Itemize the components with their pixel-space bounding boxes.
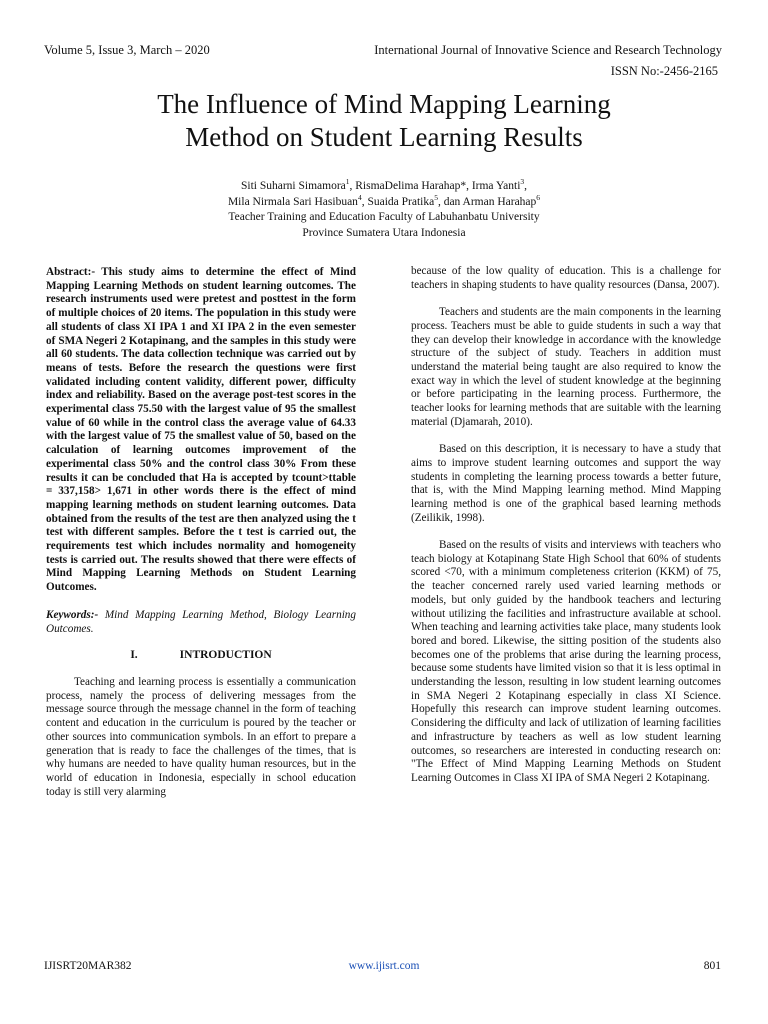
title-line-2: Method on Student Learning Results: [185, 122, 583, 152]
author-affil: 4: [357, 192, 362, 202]
section-title: INTRODUCTION: [179, 649, 272, 662]
keywords: [46, 609, 356, 636]
author-affil: 6: [536, 192, 541, 202]
author-name: Siti Suharni Simamora: [240, 180, 346, 192]
journal-url-link[interactable]: www.ijisrt.com: [348, 960, 420, 972]
paper-title: [60, 88, 708, 154]
intro-paragraph-1: Teaching and learning process is essentially a communication process, namely the process of delivering messages from the message source through the message channel in the form of teaching content and education in the curriculum is poured by the teacher or other sources into communication symbols. In an effort to prepare a generation that is ready to face the challenges of the times, that is why humans are needed to have quality human resources, but in the world of education in Indonesia, especially in school education today is still very alarming: [46, 675, 356, 798]
issn: ISSN No:-2456-2165: [610, 64, 718, 78]
intro-paragraph-4: Based on the results of visits and interviews with teachers who teach biology at Kotapinang State High School that 60% of students scored <70, with a minimum completeness criterion (KKM) of 75, the teacher concerned rarely used varied learning methods or models, but only guided by the handbook teachers and lecturing without utilizing the facilities and infrastructure available at school. When teaching and learning activities take place, many students look bored and bored. Likewise, the sitting position of the students also becomes one of the problems that arise during the learning process, because some students have limited vision so that it is less optimal in understanding the lesson, resulting in low student learning outcomes in SMA Negeri 2 Kotapinang especially in class XI Science. Hopefully this research can improve student learning outcomes. Considering the difficulty and lack of utilization of learning facilities and infrastructure by teachers as well as low student learning outcomes, so researchers are interested in conducting research on: "The Effect of Mind Mapping Learning Methods on Student Learning Outcomes in Class XI IPA of SMA Negeri 2 Kotapinang.: [411, 539, 721, 784]
author-block: [100, 179, 668, 241]
volume-issue: Volume 5, Issue 3, March – 2020: [44, 43, 210, 57]
author-name: Irma Yanti: [471, 180, 521, 192]
journal-name: International Journal of Innovative Science and Research Technology: [374, 43, 722, 57]
article-code: IJISRT20MAR382: [44, 960, 132, 972]
author-line-2: [100, 192, 668, 211]
section-number: I.: [130, 649, 138, 662]
affiliation-line-2: Province Sumatera Utara Indonesia: [302, 226, 466, 239]
intro-paragraph-3: Based on this description, it is necessary to have a study that aims to improve student learning outcomes and support the way students in completing the learning process towards a better future, that is, with the Mind Mapping learning method. Mind Mapping learning method is one of the graphical based learning methods (Zeilikik, 1998).: [411, 443, 721, 524]
affiliation-line-1: Teacher Training and Education Faculty of Labuhanbatu University: [228, 211, 540, 223]
author-sep: ,: [524, 180, 528, 192]
section-heading-introduction: [46, 649, 356, 663]
author-sep: ,: [361, 195, 368, 208]
page-number: 801: [703, 960, 721, 972]
author-name: Mila Nirmala Sari Hasibuan: [227, 195, 358, 208]
author-sep: ,: [349, 180, 356, 192]
author-sep: ,: [437, 195, 444, 208]
keywords-label: Keywords:-: [46, 608, 99, 621]
author-name: Suaida Pratika: [367, 195, 435, 208]
intro-paragraph-1-continued: because of the low quality of education. This is a challenge for teachers in shaping students to have quality resources (Dansa, 2007).: [411, 265, 721, 291]
author-name: RismaDelima Harahap*: [355, 180, 467, 192]
author-sep: ,: [466, 180, 472, 192]
title-line-1: The Influence of Mind Mapping Learning: [157, 89, 611, 119]
right-column: [411, 265, 721, 786]
left-column: [46, 266, 356, 799]
author-name: dan Arman Harahap: [443, 195, 537, 208]
author-affil: 5: [434, 192, 438, 202]
keywords-text: Mind Mapping Learning Method, Biology Learning Outcomes.: [46, 608, 356, 635]
author-affil: 1: [345, 177, 350, 187]
author-line-1: [100, 179, 668, 195]
intro-paragraph-2: Teachers and students are the main components in the learning process. Teachers must be able to guide students in such a way that they can develop their knowledge in accordance with the knowledge structure of the subject of study. Teachers in addition must understand the material being taught are also required to know the exact way in which the level of student knowledge at the beginning or before participating in the learning process. Furthermore, the teacher looks for learning methods that are suitable with the learning material (Djamarah, 2010).: [411, 306, 721, 428]
abstract: Abstract:- This study aims to determine the effect of Mind Mapping Learning Methods on student learning outcomes. The research instruments used were pretest and posttest in the form of multiple choices of 20 items. The population in this study were all students of class XI IPA 1 and XI IPA 2 in the even semester of SMA Negeri 2 Kotapinang, and the samples in this study were all 60 students. The data collection technique was carried out by means of tests. Before the research the questions were first validated including content validity, different power, difficulty index and reliability. Based on the average post-test scores in the experimental class 75.50 with the largest value of 95 the smallest value of 60 while in the control class the average value of 64.33 with the largest value of 75 the smallest value of 50, based on the calculation of learning outcomes improvement of the experimental class 50% and the control class 30% From these results it can be concluded that Ha is accepted by tcount>ttable = 337,158> 1,671 in other words there is the effect of mind mapping learning methods on student learning outcomes. Data obtained from the results of the test are then analyzed using the t test with different samples. Before the t test is carried out, the requirements test which includes normality and homogeneity tests is carried out. The results showed that there were effects of Mind Mapping Learning Methods on Student Learning Outcomes.: [46, 266, 356, 594]
author-affil: 3: [520, 177, 525, 187]
